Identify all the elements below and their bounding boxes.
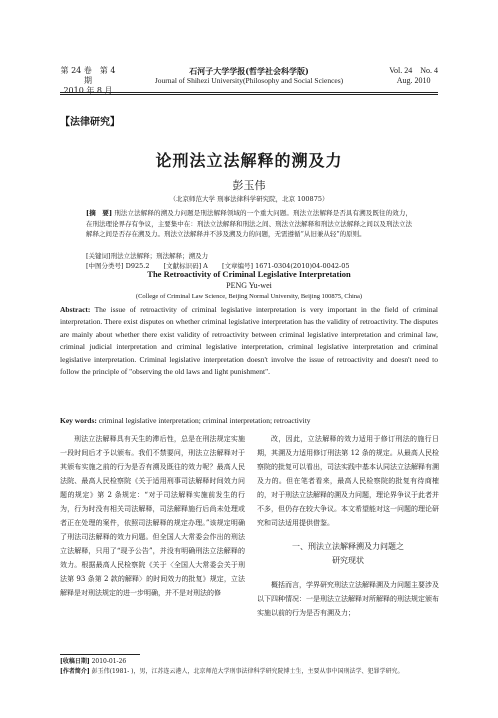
clc-number: [中图分类号] D925.2	[86, 262, 150, 270]
bio-text: 彭玉伟(1981- )，男，江苏连云港人，北京师范大学刑事法律科学研究院博士生，主要从事中国刑法学、犯罪学研究。	[91, 668, 404, 675]
body-column-right	[257, 432, 439, 620]
body-paragraph: 改，因此，立法解释的效力适用于修订刑法的施行日期，其溯及力适用修订刑法第 12 条的规定。从最高人民检察院的批复可以看出，司法实践中基本认同法立法解释有溯及力的。但在笔者看来，最高人民检察院的批复有待商榷的，对于刑法立法解释的溯及力问题，理论界争议于此者并不多，但仍存在较大争议。本文希望能对这一问题的理论研究和司法适用提供借鉴。	[257, 435, 439, 527]
abstract-zh-label: [摘 要]	[86, 209, 113, 217]
section-tag: 【法律研究】	[60, 117, 120, 128]
journal-name-zh: 石河子大学学报(哲学社会科学版)	[189, 66, 309, 76]
received-date	[60, 657, 438, 667]
body-paragraph: 刑法立法解释具有天生的滞后性，总是在刑法规定实施一段时间后才予以颁布。我们不禁要问，刑法立法解释对于其颁布实施之前的行为是否有溯及既往的效力呢？最高人民法院、最高人民检察院《关于适用刑事司法解释时间效力问题的规定》第 2 条规定：“对于司法解释实施前发生的行为，行为时没有相关司法解释，司法解释施行后尚未处理或者正在处理的案件，依照司法解释的规定办理。”该规定明确了刑法司法解释的效力问题。但全国人大常委会作出的刑法立法解释，只用了“现予公告”，并没有明确刑法立法解释的效力。根据最高人民检察院《关于〈全国人大常委会关于刑法第 93 条第 2 款的解释〉的时间效力的批复》规定，立法解释是对刑法规定的进一步明确，并不是对刑法的修	[60, 435, 245, 597]
date-en: Aug. 2010	[396, 76, 431, 85]
keywords-en	[60, 416, 438, 425]
abstract-en-label: Abstract:	[60, 305, 91, 314]
bio-label: [作者简介]	[60, 668, 90, 675]
section-heading-line-2: 研究现状	[332, 556, 364, 565]
body-paragraph: 概括而言，学界研究刑法立法解释溯及力问题主要涉及以下四种情况：一是刑法立法解释对所解释的刑法规定颁布实施以前的行为是否有溯及力；	[257, 581, 439, 617]
header-rule-thin	[60, 94, 438, 95]
abstract-zh-text: 刑法立法解释的溯及力问题是刑法解释领域的一个重大问题。刑法立法解释是否具有溯及既往的效力，在刑法理论界存有争议，主要集中在：刑法立法解释和刑法之间、刑法立法解释和刑法立法解释之间以及刑法立法解释之间是否存在溯及力。刑法立法解释并不涉及溯及力的问题，无需遵循“从旧兼从轻”的原则。	[86, 209, 412, 238]
affiliation-en: (College of Criminal Law Science, Beijing Normal University, Beijing 100875, China)	[135, 293, 363, 300]
journal-name-en: Journal of Shihezi University(Philosophy and Social Sciences)	[154, 76, 344, 85]
keywords-zh: [关键词]刑法立法解释；刑法解释；溯及力	[86, 252, 209, 260]
volume-issue-zh: 第 24 卷 第 4 期	[60, 66, 116, 85]
author-affiliation: （北京师范大学 刑事法律科学研究院，北京 100875）	[169, 195, 329, 203]
header-center	[134, 66, 364, 86]
document-code: [文献标识码] A	[163, 262, 208, 270]
meta-zh	[86, 251, 412, 271]
section-heading	[257, 540, 439, 568]
volume-issue-en: Vol. 24 No. 4	[389, 66, 438, 75]
header-rule-thick	[60, 92, 438, 93]
header-right	[389, 66, 438, 86]
abstract-zh	[86, 208, 412, 240]
abstract-en-text: The issue of retroactivity of criminal legislative interpretation is very important in the field of criminal interpretation. There exist disputes on whether criminal legislative interpretation has the validity of retroactivity. The disputes are mainly about whether there exist validity of retroactivity between criminal legislative interpretation and criminal law, criminal judicial interpretation and criminal legislative interpretation, criminal legislative interpretation and criminal legislative interpretation. Criminal legislative interpretation doesn't involve the issue of retroactivity and doesn't need to follow the principle of "observing the old laws and light punishment".	[60, 305, 438, 377]
author-en: PENG Yu-wei	[226, 281, 272, 290]
received-label: [收稿日期]	[60, 658, 90, 665]
author-name: 彭玉伟	[232, 179, 266, 192]
section-heading-line-1: 一、刑法立法解释溯及力问题之	[292, 542, 404, 551]
footnote	[60, 657, 438, 677]
footnote-rule	[60, 654, 140, 655]
keywords-en-text: criminal legislative interpretation; criminal interpretation; retroactivity	[98, 416, 311, 425]
paper-title: 论刑法立法解释的溯及力	[155, 151, 343, 170]
keywords-en-label: Key words:	[60, 416, 97, 425]
article-number: [文章编号] 1671-0304(2010)04-0042-05	[221, 262, 350, 270]
received-value: 2010-01-26	[91, 658, 127, 665]
abstract-en	[60, 304, 438, 378]
author-bio	[60, 667, 438, 677]
body-column-left	[60, 432, 245, 600]
date-zh: 2010 年 8 月	[63, 86, 113, 95]
title-en: The Retroactivity of Criminal Legislative Interpretation	[147, 269, 351, 279]
